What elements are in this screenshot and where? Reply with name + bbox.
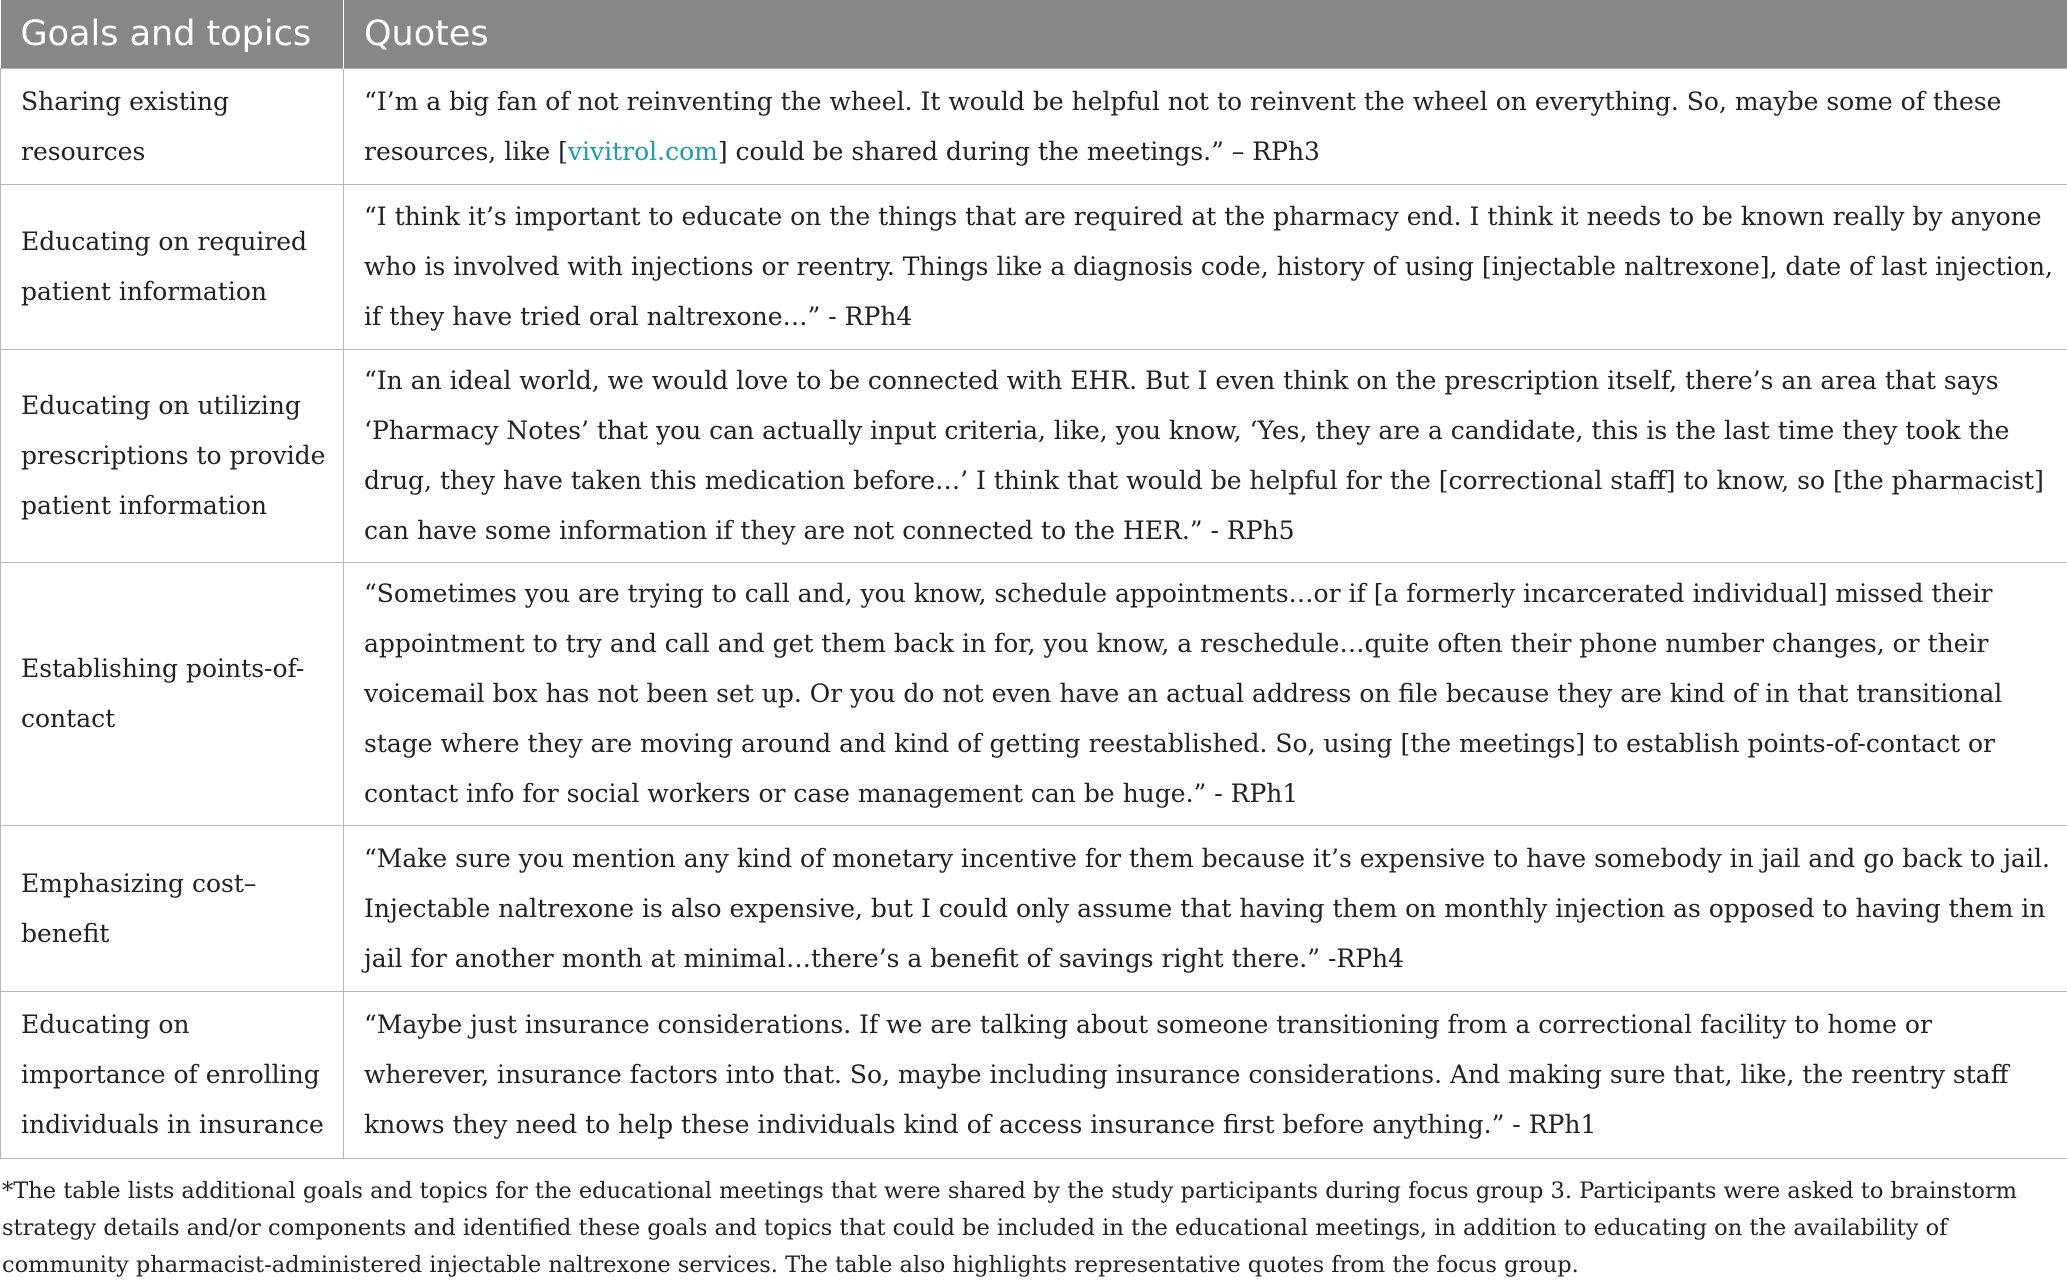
table-header-row bbox=[1, 0, 2067, 69]
table-row bbox=[1, 69, 2067, 185]
quote-cell: “In an ideal world, we would love to be connected with EHR. But I even think on the prescription itself, there’s an area that says ‘Pharmacy Notes’ that you can actually input criteria, like, you know, ‘Yes, they are a candidate, this is the last time they took the drug, they have taken this medication before…’ I think that would be helpful for the [correctional staff] to know, so [the pharmacist] can have some information if they are not connected to the HER.” - RPh5 bbox=[344, 350, 2067, 563]
quote-cell: “Maybe just insurance considerations. If we are talking about someone transitioning from a correctional facility to home or wherever, insurance factors into that. So, maybe including insurance considerations. And making sure that, like, the reentry staff knows they need to help these individuals kind of access insurance first before anything.” - RPh1 bbox=[344, 992, 2067, 1159]
header-goals-and-topics: Goals and topics bbox=[1, 0, 344, 69]
topic-cell: Establishing points-of-contact bbox=[1, 563, 344, 826]
quote-text: ] could be shared during the meetings.” – RPh3 bbox=[718, 137, 1320, 166]
table-footnote: *The table lists additional goals and topics for the educational meetings that were shared by the study participants during focus group 3. Participants were asked to brainstorm strategy details and/or components and identified these goals and topics that could be included in the educational meetings, in addition to educating on the availability of community pharmacist-administered injectable naltrexone services. The table also highlights representative quotes from the focus group. bbox=[0, 1159, 2067, 1284]
topic-cell: Emphasizing cost–benefit bbox=[1, 826, 344, 992]
table-row bbox=[1, 826, 2067, 992]
table-row bbox=[1, 563, 2067, 826]
topic-cell: Educating on utilizing prescriptions to provide patient information bbox=[1, 350, 344, 563]
table-row bbox=[1, 992, 2067, 1159]
quote-cell: “I think it’s important to educate on the things that are required at the pharmacy end. I think it needs to be known really by anyone who is involved with injections or reentry. Things like a diagnosis code, history of using [injectable naltrexone], date of last injection, if they have tried oral naltrexone…” - RPh4 bbox=[344, 185, 2067, 350]
topic-cell: Educating on importance of enrolling individuals in insurance bbox=[1, 992, 344, 1159]
quote-cell bbox=[344, 69, 2067, 185]
quote-cell: “Sometimes you are trying to call and, you know, schedule appointments…or if [a formerly incarcerated individual] missed their appointment to try and call and get them back in for, you know, a reschedule…quite often their phone number changes, or their voicemail box has not been set up. Or you do not even have an actual address on file because they are kind of in that transitional stage where they are moving around and kind of getting reestablished. So, using [the meetings] to establish points-of-contact or contact info for social workers or case management can be huge.” - RPh1 bbox=[344, 563, 2067, 826]
topic-cell: Sharing existing resources bbox=[1, 69, 344, 185]
topic-cell: Educating on required patient information bbox=[1, 185, 344, 350]
quote-text: “I’m a big fan of not reinventing the wheel. It would be helpful not to reinvent the wheel on everything. So, maybe some of these resources, like [ bbox=[364, 87, 2001, 166]
table-row bbox=[1, 350, 2067, 563]
vivitrol-link[interactable]: vivitrol.com bbox=[568, 137, 718, 166]
table-row bbox=[1, 185, 2067, 350]
header-quotes: Quotes bbox=[344, 0, 2067, 69]
quote-cell: “Make sure you mention any kind of monetary incentive for them because it’s expensive to have somebody in jail and go back to jail. Injectable naltrexone is also expensive, but I could only assume that having them on monthly injection as opposed to having them in jail for another month at minimal…there’s a benefit of savings right there.” -RPh4 bbox=[344, 826, 2067, 992]
